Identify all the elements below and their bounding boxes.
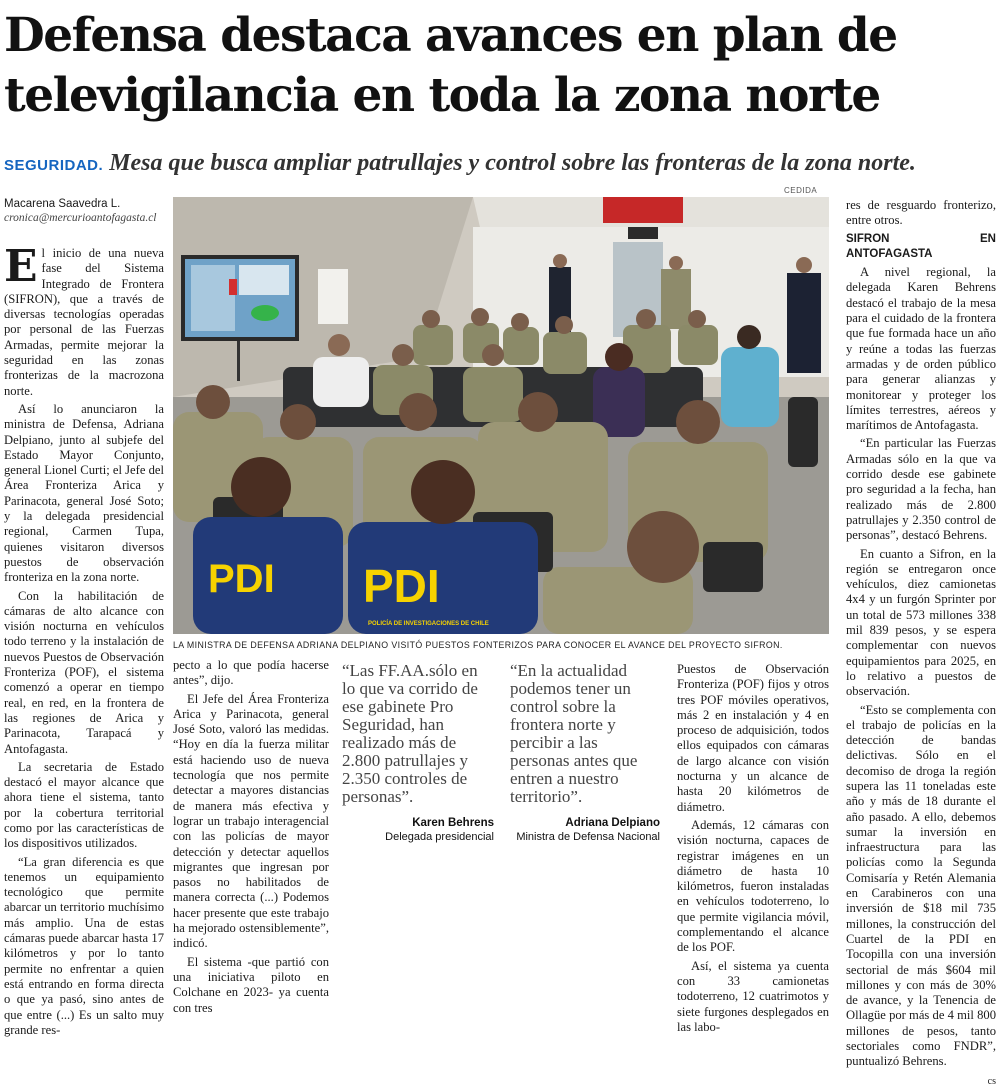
paragraph: A nivel regional, la delegada Karen Behrens destacó el trabajo de la mesa para el cuidado de la frontera que fue formada hace un año y reúne a todas las fuerzas armadas y de orden público para generar alianzas y monitorear y proteger los límites terrestres, aéreos y marítimos de Antofagasta. <box>846 265 996 433</box>
paragraph: En cuanto a Sifron, en la región se entregaron once vehículos, diez camionetas 4x4 y un furgón Sprinter por un total de 573 millones 338 mil 839 pesos, y se espera complementar con nuevos equipamientos para 2025, en lo relativo a puestos de observación. <box>846 546 996 699</box>
paragraph: res de resguardo fronterizo, entre otros. <box>846 198 996 228</box>
paragraph: Así, el sistema ya cuenta con 33 camionetas todoterreno, 12 cuatrimotos y siete furgones desplegados en las labo- <box>677 958 829 1034</box>
signature-mark <box>846 1073 996 1089</box>
vest-sublabel: POLICÍA DE INVESTIGACIONES DE CHILE <box>368 621 489 627</box>
quote-role: Delegada presidencial <box>385 831 494 843</box>
byline-email[interactable]: cronica@mercurioantofagasta.cl <box>4 212 157 224</box>
subhead: SIFRON EN ANTOFAGASTA <box>846 232 996 260</box>
paragraph: Así lo anunciaron la ministra de Defensa, Adriana Delpiano, junto al subjefe del Estado Mayor Conjunto, general Lionel Curti; el Jefe del Área Fronteriza Arica y Parinacota, general José Soto; y la delegada presidencial regional, Carmen Tupa, quienes visitaron diversos puestos de observación fronteriza en la zona norte. <box>4 401 164 585</box>
paragraph: Además, 12 cámaras con visión nocturna, capaces de registrar imágenes en un diámetro de hasta 10 kilómetros, fueron instaladas en vehículos todoterreno, lo que permite vigilancia móvil, complementando el alcance de los POF. <box>677 817 829 955</box>
quote-role: Ministra de Defensa Nacional <box>516 831 660 843</box>
byline-author: Macarena Saavedra L. <box>4 198 121 210</box>
paragraph: “En particular las Fuerzas Armadas sólo en la que va corrido desde ese gabinete pro seguridad a la fecha, han realizado más de 2.800 patrullajes y 2.350 control de personas”, destacó Behrens. <box>846 436 996 543</box>
vest-label: PDI <box>363 560 440 612</box>
photo-illustration <box>173 197 829 634</box>
paragraph: “Esto se complementa con el trabajo de policías en la detección de bandas delictivas. Sólo en el decomiso de droga la región supera las 11 toneladas este año y más de 18 durante el año pasado. A ello, debemos sumar la inversión en infraestructura para las policías como la Segunda Comisaría y Retén Alemania en Carabineros con una inversión de $18 mil 735 millones, la construcción del Cuartel de la PDI en Tocopilla con una inversión sectorial de más $604 mil millones y con más de 30% de avance, y la Tenencia de Ollagüe por más de 4 mil 800 millones de pesos, tanto sectoriales como FNDR”, puntualizó Behrens. <box>846 702 996 1069</box>
paragraph-text: l inicio de una nueva fase del Sistema Integrado de Frontera (SIFRON), que a través de diversas tecnologías operadas por personal de las Fuerzas Armadas, permite mejorar la seguridad en las zonas fronterizas de la macrozona norte. <box>4 246 164 398</box>
article-column-2 <box>173 658 329 1019</box>
photo-credit: CEDIDA <box>784 186 818 195</box>
quote-text: “En la actualidad podemos tener un control sobre la frontera norte y percibir a las personas antes que entren a nuestro territorio”. <box>510 661 638 806</box>
quote-text: “Las FF.AA.sólo en lo que va corrido de ese gabinete Pro Seguridad, han realizado más de 2.800 patrullajes y 2.350 controles de personas”. <box>342 661 478 806</box>
article-column-1 <box>4 241 164 1041</box>
paragraph: El sistema -que partió con una iniciativa piloto en Colchane en 2023- ya cuenta con tres <box>173 954 329 1015</box>
paragraph: Puestos de Observación Fronteriza (POF) fijos y otros tres POF móviles operativos, más 2 en instalación y 4 en proceso de adquisición, todos ellos equipados con cámaras de largo alcance con visión nocturna y un alcance de hasta 20 kilómetros de diámetro. <box>677 662 829 814</box>
paragraph: La secretaria de Estado destacó el mayor alcance que ahora tiene el sistema, tanto por la cobertura territorial como por las características de los dispositivos utilizados. <box>4 759 164 851</box>
paragraph: Con la habilitación de cámaras de alto alcance con visión nocturna en vehículos todo terreno y la instalación de nuevos Puestos de Observación Fronteriza (POF), el sistema comenzó a operar en tiempo real, en red, en la frontera de las regiones de Arica y Parinacota, Tarapacá y Antofagasta. <box>4 588 164 756</box>
article-photo <box>173 197 829 634</box>
paragraph: El Jefe del Área Fronteriza Arica y Parinacota, general José Soto, valoró las medidas. “Hoy en día la fuerza militar está haciendo uso de nueva tecnología que nos permite detectar a mayores distancias de manera más efectiva y lograr un trabajo interagencial con las policías de mayor detección y detectar aquellos migrantes que ingresan por pasos no habilitados de manera correcta (...) Podemos hacer presente que este trabajo ha mejorado ostensiblemente”, indicó. <box>173 691 329 951</box>
section-label: SEGURIDAD. <box>4 157 104 174</box>
pull-quote-behrens <box>342 662 494 844</box>
headline: Defensa destaca avances en plan de televigilancia en toda la zona norte <box>4 8 897 123</box>
quote-source <box>342 816 494 844</box>
quote-source <box>510 816 660 844</box>
article-column-6 <box>846 198 996 1089</box>
deck <box>4 150 996 180</box>
deck-text: Mesa que busca ampliar patrullajes y control sobre las fronteras de la zona norte. <box>109 150 916 176</box>
vest-label: PDI <box>208 557 275 601</box>
article-column-5 <box>677 662 829 1038</box>
photo-caption: LA MINISTRA DE DEFENSA ADRIANA DELPIANO VISITÓ PUESTOS FONTERIZOS PARA CONOCER EL AVANCE DEL PROYECTO SIFRON. <box>173 640 783 650</box>
pull-quote-delpiano <box>510 662 660 844</box>
drop-cap: E <box>4 241 38 292</box>
quote-author: Karen Behrens <box>412 817 494 829</box>
signature-text: cs <box>987 1075 996 1087</box>
paragraph: “La gran diferencia es que tenemos un equipamiento tecnológico que permite abarcar un territorio muchísimo más amplio. Una de estas cámaras puede abarcar hasta 17 kilómetros y por lo tanto permite no enfrentar a quien está entrando en forma directa o que ya pasó, sino antes de que entre (...) Es un salto muy grande res- <box>4 854 164 1037</box>
quote-author: Adriana Delpiano <box>565 817 660 829</box>
paragraph: pecto a lo que podía hacerse antes”, dijo. <box>173 658 329 688</box>
byline <box>4 198 164 224</box>
paragraph <box>4 241 164 399</box>
